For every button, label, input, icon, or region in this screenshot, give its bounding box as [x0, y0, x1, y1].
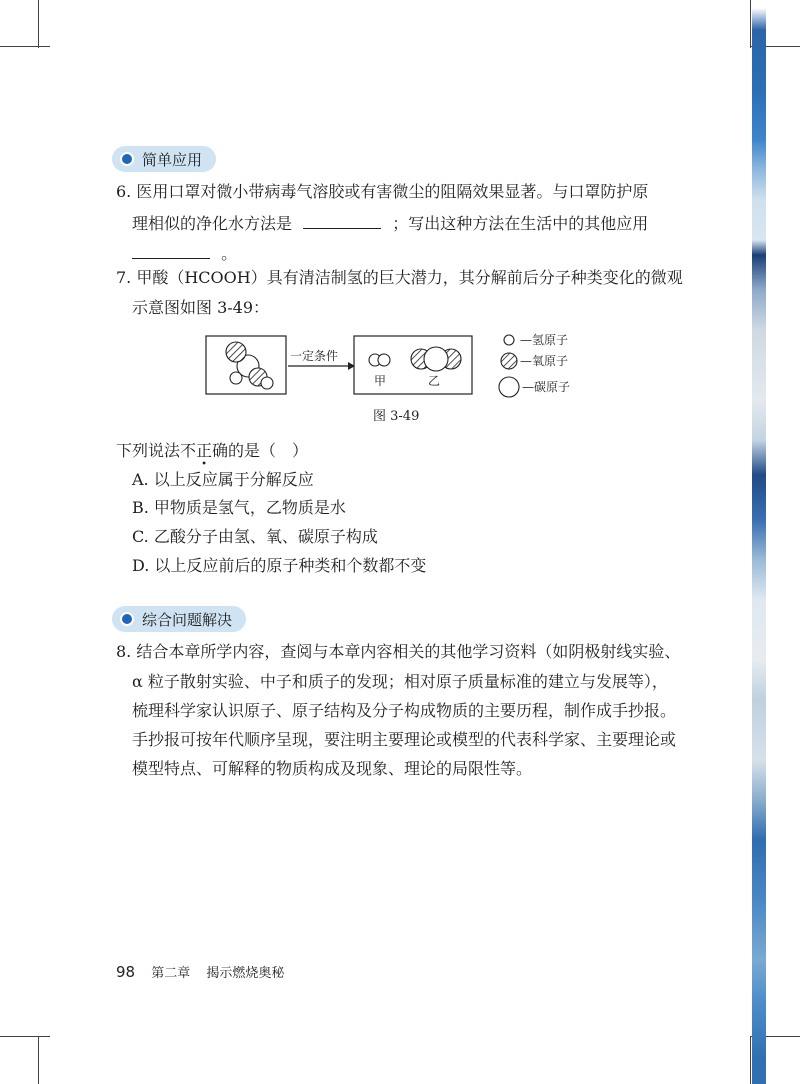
q8-line-3: 梳理科学家认识原子、原子结构及分子构成物质的主要历程，制作成手抄报。	[132, 701, 677, 720]
page-footer	[116, 962, 296, 981]
hydrogen-molecule-icon	[369, 354, 390, 366]
q6-line-2	[132, 212, 648, 234]
chapter-number: 第二章	[151, 966, 191, 981]
arrow-label: 一定条件	[290, 349, 339, 363]
emphasized-text: 不正确	[180, 441, 229, 460]
page-number: 98	[116, 963, 136, 981]
bullet-dot-icon	[122, 614, 132, 624]
crop-mark	[0, 1036, 50, 1037]
product-label-yi: 乙	[428, 374, 441, 388]
section-badge-simple-application	[112, 146, 216, 172]
crop-mark	[38, 0, 39, 48]
legend-carbon: —碳原子	[522, 380, 571, 394]
emphasized-word	[180, 441, 228, 460]
q7-prompt	[116, 441, 308, 461]
hydrogen-atom-icon	[504, 335, 514, 345]
q6-text-a: 理相似的净化水方法是	[132, 214, 293, 233]
formic-acid-molecule-icon	[226, 342, 273, 389]
option-c[interactable]: C. 乙酸分子由氢、氧、碳原子构成	[132, 527, 378, 546]
figure-caption: 图 3-49	[373, 409, 420, 424]
bullet-dot-icon	[122, 154, 132, 164]
q6-line-3	[132, 242, 237, 264]
q7-prompt-b: 的是（ ）	[228, 441, 309, 460]
answer-blank[interactable]	[303, 212, 381, 229]
side-color-strip	[752, 0, 766, 1084]
answer-blank[interactable]	[132, 242, 210, 259]
q7-line-1: 7. 甲酸（HCOOH）具有清洁制氢的巨大潜力，其分解前后分子种类变化的微观	[116, 268, 683, 287]
q8-line-2: α 粒子散射实验、中子和质子的发现；相对原子质量标准的建立与发展等），	[132, 672, 668, 691]
chapter-title: 揭示燃烧奥秘	[206, 966, 285, 981]
q6-text-b: ；写出这种方法在生活中的其他应用	[392, 214, 649, 233]
q8-line-1: 8. 结合本章所学内容，查阅与本章内容相关的其他学习资料（如阴极射线实验、	[116, 642, 681, 661]
carbon-atom-icon	[499, 377, 519, 397]
section-title: 综合问题解决	[142, 610, 233, 629]
legend-oxygen: —氧原子	[520, 354, 569, 368]
q7-line-2: 示意图如图 3-49：	[132, 298, 270, 317]
option-a[interactable]: A. 以上反应属于分解反应	[132, 470, 314, 489]
section-badge-comprehensive-problem	[112, 606, 246, 632]
q8-line-4: 手抄报可按年代顺序呈现，要注明主要理论或模型的代表科学家、主要理论或	[132, 730, 677, 749]
carbon-dioxide-molecule-icon	[411, 347, 461, 371]
q6-end: 。	[221, 244, 238, 263]
oxygen-atom-icon	[501, 353, 517, 369]
q7-prompt-a: 下列说法	[116, 441, 181, 460]
section-title: 简单应用	[142, 150, 203, 169]
option-d[interactable]: D. 以上反应前后的原子种类和个数都不变	[132, 556, 427, 575]
q6-line-1: 6. 医用口罩对微小带病毒气溶胶或有害微尘的阻隔效果显著。与口罩防护原	[116, 182, 649, 201]
legend-hydrogen: —氢原子	[520, 333, 569, 347]
q8-line-5: 模型特点、可解释的物质构成及现象、理论的局限性等。	[132, 759, 533, 778]
crop-mark	[38, 1036, 39, 1084]
crop-mark	[750, 0, 751, 48]
legend	[499, 333, 570, 397]
crop-mark	[0, 46, 50, 47]
product-label-jia: 甲	[374, 374, 387, 388]
option-b[interactable]: B. 甲物质是氢气，乙物质是水	[132, 498, 346, 517]
crop-mark	[750, 1036, 751, 1084]
